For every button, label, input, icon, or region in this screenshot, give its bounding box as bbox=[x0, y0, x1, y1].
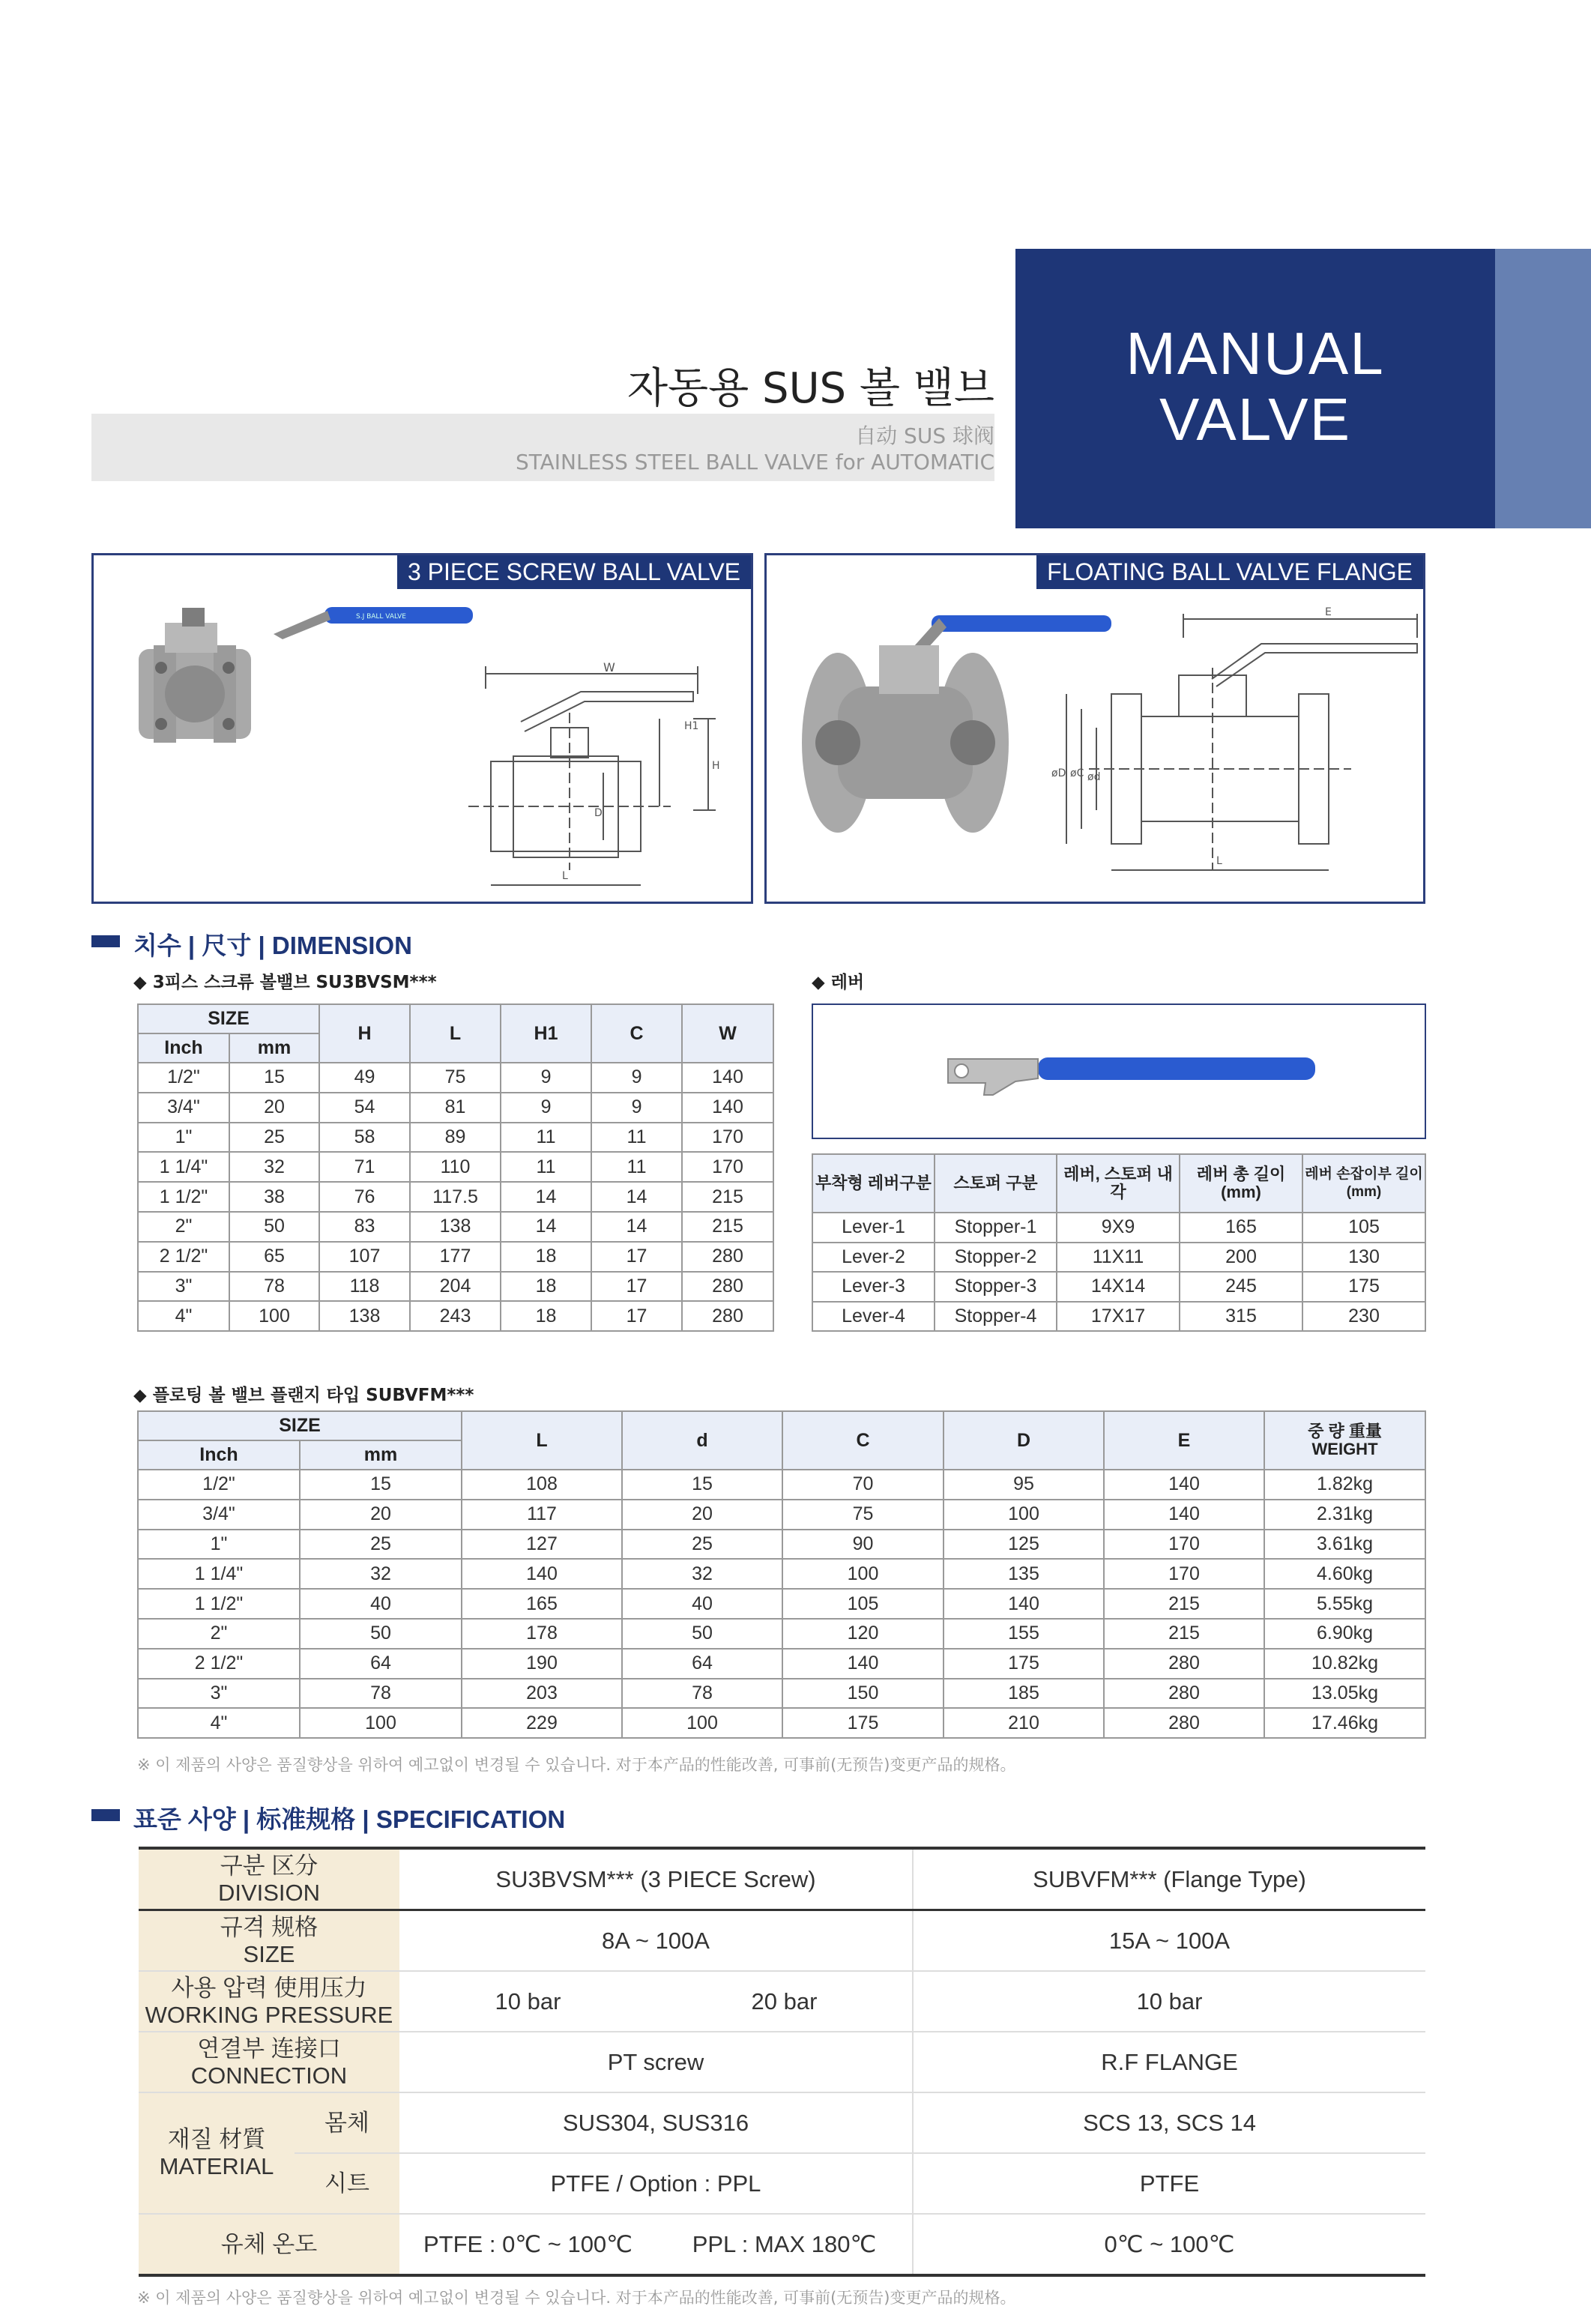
spec-seat-label: 시트 bbox=[295, 2153, 399, 2214]
screw-table-title: ◆ 3피스 스크류 볼밸브 SU3BVSM*** bbox=[133, 973, 437, 992]
screw-dimension-table bbox=[137, 1003, 774, 1332]
spec-size-flange: 15A ~ 100A bbox=[913, 1910, 1425, 1972]
flange-table-title: ◆ 플로팅 볼 밸브 플랜지 타입 SUBVFM*** bbox=[133, 1386, 474, 1405]
lever-title: ◆ 레버 bbox=[812, 973, 865, 992]
table-cell: 140 bbox=[782, 1649, 944, 1679]
table-row bbox=[138, 1649, 1425, 1679]
table-row bbox=[812, 1272, 1425, 1302]
spec-table bbox=[139, 1847, 1425, 2277]
table-row bbox=[138, 1242, 773, 1272]
table-cell: 78 bbox=[622, 1679, 782, 1709]
dimension-heading-bar bbox=[91, 935, 120, 947]
spec-connection-en: CONNECTION bbox=[190, 2062, 348, 2089]
table-cell: 11 bbox=[501, 1152, 591, 1182]
table-cell: 170 bbox=[682, 1123, 773, 1153]
table-cell: 117.5 bbox=[410, 1182, 501, 1212]
spec-size-screw: 8A ~ 100A bbox=[399, 1910, 913, 1972]
table-cell: 135 bbox=[944, 1559, 1104, 1589]
dimension-heading: 치수 | 尺寸 | DIMENSION bbox=[133, 932, 412, 959]
table-cell: 3" bbox=[138, 1679, 300, 1709]
table-cell: 15 bbox=[229, 1063, 319, 1093]
flange-col-mm: mm bbox=[300, 1440, 462, 1470]
table-cell: 130 bbox=[1302, 1243, 1425, 1273]
spec-pressure-label bbox=[139, 1971, 399, 2032]
screw-col-c: C bbox=[591, 1004, 682, 1063]
drawing-label-bore: ød bbox=[1087, 771, 1101, 783]
table-cell: 229 bbox=[462, 1708, 622, 1738]
table-cell: 100 bbox=[300, 1708, 462, 1738]
flange-col-d: D bbox=[944, 1411, 1104, 1470]
table-cell: 50 bbox=[622, 1619, 782, 1649]
table-cell: 118 bbox=[319, 1272, 410, 1302]
screw-valve-tag: 3 PIECE SCREW BALL VALVE bbox=[397, 555, 751, 589]
table-cell: 25 bbox=[229, 1123, 319, 1153]
table-cell: 50 bbox=[300, 1619, 462, 1649]
table-cell: 4" bbox=[138, 1708, 300, 1738]
table-row bbox=[812, 1243, 1425, 1273]
table-cell: 204 bbox=[410, 1272, 501, 1302]
table-cell: 15 bbox=[300, 1470, 462, 1500]
spec-pressure-kr: 사용 압력 使用压力 bbox=[171, 1974, 367, 2001]
table-cell: 89 bbox=[410, 1123, 501, 1153]
screw-col-h1: H1 bbox=[501, 1004, 591, 1063]
table-cell: 170 bbox=[682, 1152, 773, 1182]
table-cell: 100 bbox=[944, 1500, 1104, 1530]
table-cell: 25 bbox=[300, 1530, 462, 1560]
lever-image-box bbox=[812, 1003, 1426, 1139]
spec-pressure-flange: 10 bar bbox=[913, 1971, 1425, 2032]
spec-body-label: 몸체 bbox=[295, 2092, 399, 2153]
flange-col-l: L bbox=[462, 1411, 622, 1470]
table-cell: 32 bbox=[622, 1559, 782, 1589]
lever-col-inner: 레버, 스토퍼 내각 bbox=[1057, 1154, 1180, 1213]
screw-valve-panel bbox=[91, 553, 753, 904]
screw-valve-drawing bbox=[468, 666, 716, 885]
table-cell: 140 bbox=[1104, 1500, 1264, 1530]
table-cell: 280 bbox=[1104, 1708, 1264, 1738]
table-cell: 215 bbox=[682, 1212, 773, 1242]
table-cell: 1.82kg bbox=[1264, 1470, 1425, 1500]
lever-stamp: S.J BALL VALVE bbox=[356, 613, 406, 621]
table-cell: 127 bbox=[462, 1530, 622, 1560]
spec-division-kr: 구분 区分 bbox=[220, 1852, 318, 1879]
flange-col-weight bbox=[1264, 1411, 1425, 1470]
spec-size-kr: 규격 规格 bbox=[220, 1913, 318, 1940]
table-cell: 58 bbox=[319, 1123, 410, 1153]
table-row bbox=[138, 1559, 1425, 1589]
drawing-label-h: H bbox=[712, 760, 720, 772]
table-row bbox=[138, 1589, 1425, 1619]
table-cell: 71 bbox=[319, 1152, 410, 1182]
table-cell: 125 bbox=[944, 1530, 1104, 1560]
table-cell: 64 bbox=[622, 1649, 782, 1679]
table-row bbox=[812, 1302, 1425, 1332]
drawing-label-h1: H1 bbox=[684, 720, 699, 732]
table-cell: 25 bbox=[622, 1530, 782, 1560]
table-cell: 120 bbox=[782, 1619, 944, 1649]
table-cell: 100 bbox=[229, 1301, 319, 1331]
table-cell: 1 1/2" bbox=[138, 1589, 300, 1619]
spec-size-label bbox=[139, 1910, 399, 1972]
table-cell: 14 bbox=[501, 1212, 591, 1242]
flange-size-header: SIZE bbox=[138, 1411, 462, 1440]
screw-valve-photo bbox=[139, 607, 473, 743]
category-line-1: MANUAL bbox=[1126, 320, 1385, 387]
table-cell: 65 bbox=[229, 1242, 319, 1272]
table-cell: 14 bbox=[591, 1182, 682, 1212]
table-cell: 40 bbox=[300, 1589, 462, 1619]
lever-col-type: 부착형 레버구분 bbox=[812, 1154, 935, 1213]
table-cell: 138 bbox=[410, 1212, 501, 1242]
table-cell: 5.55kg bbox=[1264, 1589, 1425, 1619]
spec-heading-bar bbox=[91, 1809, 120, 1821]
lever-table bbox=[812, 1153, 1426, 1332]
spec-temp-label: 유체 온도 bbox=[139, 2214, 399, 2275]
table-cell: 1 1/2" bbox=[138, 1182, 229, 1212]
table-cell: 75 bbox=[410, 1063, 501, 1093]
table-row bbox=[138, 1212, 773, 1242]
table-cell: 105 bbox=[1302, 1213, 1425, 1243]
spec-material-en: MATERIAL bbox=[159, 2153, 274, 2179]
table-cell: 78 bbox=[229, 1272, 319, 1302]
drawing-label-e: E bbox=[1325, 606, 1332, 618]
table-cell: 1/2" bbox=[138, 1470, 300, 1500]
table-cell: 13.05kg bbox=[1264, 1679, 1425, 1709]
table-cell: 315 bbox=[1180, 1302, 1302, 1332]
spec-pressure-screw-a: 10 bar bbox=[399, 1971, 656, 2032]
spec-body-flange: SCS 13, SCS 14 bbox=[913, 2092, 1425, 2153]
table-row bbox=[138, 1708, 1425, 1738]
table-cell: 3/4" bbox=[138, 1093, 229, 1123]
table-cell: 49 bbox=[319, 1063, 410, 1093]
table-row bbox=[138, 1063, 773, 1093]
spec-pressure-en: WORKING PRESSURE bbox=[145, 2001, 393, 2028]
table-cell: Stopper-3 bbox=[935, 1272, 1057, 1302]
spec-temp-screw-b: PPL : MAX 180℃ bbox=[656, 2214, 913, 2275]
table-cell: 4.60kg bbox=[1264, 1559, 1425, 1589]
table-cell: 178 bbox=[462, 1619, 622, 1649]
table-cell: 11 bbox=[591, 1123, 682, 1153]
table-row bbox=[138, 1619, 1425, 1649]
table-cell: 95 bbox=[944, 1470, 1104, 1500]
table-cell: 215 bbox=[682, 1182, 773, 1212]
table-row bbox=[138, 1272, 773, 1302]
flange-col-inch: Inch bbox=[138, 1440, 300, 1470]
category-line-2: VALVE bbox=[1159, 386, 1352, 453]
spec-division-screw: SU3BVSM*** (3 PIECE Screw) bbox=[399, 1848, 913, 1910]
lever-col-total: 레버 총 길이 (mm) bbox=[1180, 1154, 1302, 1213]
table-cell: 108 bbox=[462, 1470, 622, 1500]
spec-temp-screw-a: PTFE : 0℃ ~ 100℃ bbox=[399, 2214, 656, 2275]
table-cell: 140 bbox=[682, 1093, 773, 1123]
table-cell: 18 bbox=[501, 1301, 591, 1331]
spec-note: ※ 이 제품의 사양은 품질향상을 위하여 예고없이 변경될 수 있습니다. 对于本产品的性能改善, 可事前(无预告)变更产品的规格。 bbox=[137, 2289, 1016, 2307]
drawing-label-od: øD bbox=[1051, 767, 1066, 779]
table-cell: 38 bbox=[229, 1182, 319, 1212]
table-row bbox=[138, 1679, 1425, 1709]
table-cell: 17 bbox=[591, 1301, 682, 1331]
lever-hole bbox=[955, 1064, 968, 1078]
table-cell: 175 bbox=[944, 1649, 1104, 1679]
table-cell: 4" bbox=[138, 1301, 229, 1331]
dimension-note: ※ 이 제품의 사양은 품질향상을 위하여 예고없이 변경될 수 있습니다. 对于本产品的性能改善, 可事前(无预告)变更产品的规格。 bbox=[137, 1756, 1016, 1774]
table-cell: 107 bbox=[319, 1242, 410, 1272]
table-cell: 110 bbox=[410, 1152, 501, 1182]
table-cell: 70 bbox=[782, 1470, 944, 1500]
table-cell: 170 bbox=[1104, 1530, 1264, 1560]
drawing-label-w: W bbox=[603, 660, 615, 674]
table-cell: 105 bbox=[782, 1589, 944, 1619]
table-cell: 150 bbox=[782, 1679, 944, 1709]
spec-heading: 표준 사양 | 标准规格 | SPECIFICATION bbox=[133, 1805, 566, 1833]
lever-illustration bbox=[813, 1005, 1425, 1138]
weight-header-en: WEIGHT bbox=[1311, 1440, 1378, 1458]
table-cell: 140 bbox=[462, 1559, 622, 1589]
spec-connection-kr: 연결부 连接口 bbox=[197, 2035, 341, 2062]
table-cell: 1 1/4" bbox=[138, 1152, 229, 1182]
page-title: 자동용 SUS 볼 밸브 bbox=[627, 364, 994, 413]
flange-col-e: E bbox=[1104, 1411, 1264, 1470]
table-cell: 165 bbox=[462, 1589, 622, 1619]
table-cell: 75 bbox=[782, 1500, 944, 1530]
table-cell: 175 bbox=[782, 1708, 944, 1738]
flange-valve-panel bbox=[764, 553, 1425, 904]
table-cell: 76 bbox=[319, 1182, 410, 1212]
table-row bbox=[138, 1530, 1425, 1560]
table-cell: 203 bbox=[462, 1679, 622, 1709]
spec-division-label bbox=[139, 1848, 399, 1910]
spec-division-flange: SUBVFM*** (Flange Type) bbox=[913, 1848, 1425, 1910]
table-cell: 3/4" bbox=[138, 1500, 300, 1530]
table-cell: 17 bbox=[591, 1242, 682, 1272]
table-cell: 140 bbox=[1104, 1470, 1264, 1500]
table-cell: 190 bbox=[462, 1649, 622, 1679]
table-cell: 50 bbox=[229, 1212, 319, 1242]
table-cell: 140 bbox=[944, 1589, 1104, 1619]
spec-seat-flange: PTFE bbox=[913, 2153, 1425, 2214]
table-cell: Lever-1 bbox=[812, 1213, 935, 1243]
table-cell: 18 bbox=[501, 1272, 591, 1302]
table-cell: 1/2" bbox=[138, 1063, 229, 1093]
table-cell: 14 bbox=[501, 1182, 591, 1212]
table-cell: 11 bbox=[501, 1123, 591, 1153]
spec-pressure-screw-b: 20 bar bbox=[656, 1971, 913, 2032]
table-cell: 185 bbox=[944, 1679, 1104, 1709]
table-cell: 2 1/2" bbox=[138, 1649, 300, 1679]
table-cell: Stopper-1 bbox=[935, 1213, 1057, 1243]
table-cell: 117 bbox=[462, 1500, 622, 1530]
screw-size-header: SIZE bbox=[138, 1004, 319, 1033]
table-cell: Lever-2 bbox=[812, 1243, 935, 1273]
table-cell: 3.61kg bbox=[1264, 1530, 1425, 1560]
lever-col-grip: 레버 손잡이부 길이 (mm) bbox=[1302, 1154, 1425, 1213]
table-row bbox=[138, 1093, 773, 1123]
table-row bbox=[138, 1123, 773, 1153]
screw-col-h: H bbox=[319, 1004, 410, 1063]
flange-valve-drawing bbox=[1066, 614, 1417, 870]
table-cell: 15 bbox=[622, 1470, 782, 1500]
table-cell: 9 bbox=[501, 1063, 591, 1093]
flange-valve-illustration bbox=[767, 555, 1423, 902]
table-cell: 2 1/2" bbox=[138, 1242, 229, 1272]
flange-col-bore: d bbox=[622, 1411, 782, 1470]
flange-col-c: C bbox=[782, 1411, 944, 1470]
table-cell: 200 bbox=[1180, 1243, 1302, 1273]
flange-valve-photo bbox=[802, 615, 1111, 833]
drawing-label-d: D bbox=[594, 807, 603, 819]
lever-col-stopper: 스토퍼 구분 bbox=[935, 1154, 1057, 1213]
table-cell: 215 bbox=[1104, 1589, 1264, 1619]
spec-seat-screw: PTFE / Option : PPL bbox=[399, 2153, 913, 2214]
table-cell: 2" bbox=[138, 1212, 229, 1242]
table-cell: 11X11 bbox=[1057, 1243, 1180, 1273]
side-strip bbox=[1495, 249, 1591, 528]
table-cell: 170 bbox=[1104, 1559, 1264, 1589]
table-cell: 6.90kg bbox=[1264, 1619, 1425, 1649]
table-cell: 90 bbox=[782, 1530, 944, 1560]
page-subtitle-cn: 自动 SUS 球阀 bbox=[855, 423, 994, 448]
table-cell: 175 bbox=[1302, 1272, 1425, 1302]
flange-dimension-table bbox=[137, 1410, 1426, 1739]
table-cell: 81 bbox=[410, 1093, 501, 1123]
table-cell: 14 bbox=[591, 1212, 682, 1242]
table-cell: 215 bbox=[1104, 1619, 1264, 1649]
table-cell: 9 bbox=[501, 1093, 591, 1123]
spec-division-en: DIVISION bbox=[217, 1879, 321, 1906]
table-cell: 280 bbox=[682, 1301, 773, 1331]
table-cell: 155 bbox=[944, 1619, 1104, 1649]
table-cell: 280 bbox=[1104, 1679, 1264, 1709]
screw-valve-illustration bbox=[94, 555, 751, 902]
spec-material-kr: 재질 材質 bbox=[167, 2126, 266, 2152]
table-row bbox=[138, 1152, 773, 1182]
table-cell: 245 bbox=[1180, 1272, 1302, 1302]
table-cell: 100 bbox=[782, 1559, 944, 1589]
table-cell: 17 bbox=[591, 1272, 682, 1302]
table-cell: 210 bbox=[944, 1708, 1104, 1738]
table-cell: 280 bbox=[1104, 1649, 1264, 1679]
spec-material-label bbox=[139, 2092, 295, 2214]
table-cell: 243 bbox=[410, 1301, 501, 1331]
table-cell: 280 bbox=[682, 1242, 773, 1272]
table-cell: 230 bbox=[1302, 1302, 1425, 1332]
table-cell: 100 bbox=[622, 1708, 782, 1738]
table-cell: Lever-4 bbox=[812, 1302, 935, 1332]
spec-body-screw: SUS304, SUS316 bbox=[399, 2092, 913, 2153]
table-cell: 54 bbox=[319, 1093, 410, 1123]
drawing-label-length: L bbox=[1216, 855, 1222, 867]
screw-col-inch: Inch bbox=[138, 1033, 229, 1063]
table-cell: 11 bbox=[591, 1152, 682, 1182]
spec-temp-flange: 0℃ ~ 100℃ bbox=[913, 2214, 1425, 2275]
page-subtitle-en: STAINLESS STEEL BALL VALVE for AUTOMATIC bbox=[515, 450, 994, 474]
table-cell: 9 bbox=[591, 1063, 682, 1093]
screw-col-mm: mm bbox=[229, 1033, 319, 1063]
table-cell: 64 bbox=[300, 1649, 462, 1679]
table-cell: 9X9 bbox=[1057, 1213, 1180, 1243]
table-cell: 78 bbox=[300, 1679, 462, 1709]
table-cell: 14X14 bbox=[1057, 1272, 1180, 1302]
table-cell: 18 bbox=[501, 1242, 591, 1272]
screw-col-l: L bbox=[410, 1004, 501, 1063]
table-cell: 2" bbox=[138, 1619, 300, 1649]
table-cell: 20 bbox=[229, 1093, 319, 1123]
table-cell: 20 bbox=[622, 1500, 782, 1530]
table-cell: 40 bbox=[622, 1589, 782, 1619]
spec-connection-label bbox=[139, 2032, 399, 2092]
table-cell: 1" bbox=[138, 1530, 300, 1560]
drawing-label-l: L bbox=[562, 870, 568, 882]
table-row bbox=[812, 1213, 1425, 1243]
table-cell: 280 bbox=[682, 1272, 773, 1302]
table-cell: Stopper-4 bbox=[935, 1302, 1057, 1332]
table-cell: 32 bbox=[300, 1559, 462, 1589]
table-cell: 20 bbox=[300, 1500, 462, 1530]
table-cell: 17.46kg bbox=[1264, 1708, 1425, 1738]
table-cell: 165 bbox=[1180, 1213, 1302, 1243]
table-cell: 10.82kg bbox=[1264, 1649, 1425, 1679]
weight-header-kr: 중 량 重量 bbox=[1308, 1422, 1382, 1440]
table-cell: 9 bbox=[591, 1093, 682, 1123]
table-cell: Stopper-2 bbox=[935, 1243, 1057, 1273]
table-cell: 2.31kg bbox=[1264, 1500, 1425, 1530]
table-cell: Lever-3 bbox=[812, 1272, 935, 1302]
spec-size-en: SIZE bbox=[243, 1940, 295, 1967]
table-cell: 83 bbox=[319, 1212, 410, 1242]
spec-connection-screw: PT screw bbox=[399, 2032, 913, 2092]
table-row bbox=[138, 1182, 773, 1212]
flange-valve-tag: FLOATING BALL VALVE FLANGE bbox=[1036, 555, 1423, 589]
table-row bbox=[138, 1470, 1425, 1500]
table-cell: 140 bbox=[682, 1063, 773, 1093]
table-row bbox=[138, 1301, 773, 1331]
lever-grip bbox=[1038, 1057, 1315, 1080]
category-box bbox=[1015, 249, 1495, 528]
table-cell: 32 bbox=[229, 1152, 319, 1182]
drawing-label-oc: øC bbox=[1070, 767, 1084, 779]
table-cell: 177 bbox=[410, 1242, 501, 1272]
table-row bbox=[138, 1500, 1425, 1530]
table-cell: 138 bbox=[319, 1301, 410, 1331]
table-cell: 1" bbox=[138, 1123, 229, 1153]
table-cell: 1 1/4" bbox=[138, 1559, 300, 1589]
table-cell: 3" bbox=[138, 1272, 229, 1302]
table-cell: 17X17 bbox=[1057, 1302, 1180, 1332]
screw-col-w: W bbox=[682, 1004, 773, 1063]
spec-connection-flange: R.F FLANGE bbox=[913, 2032, 1425, 2092]
